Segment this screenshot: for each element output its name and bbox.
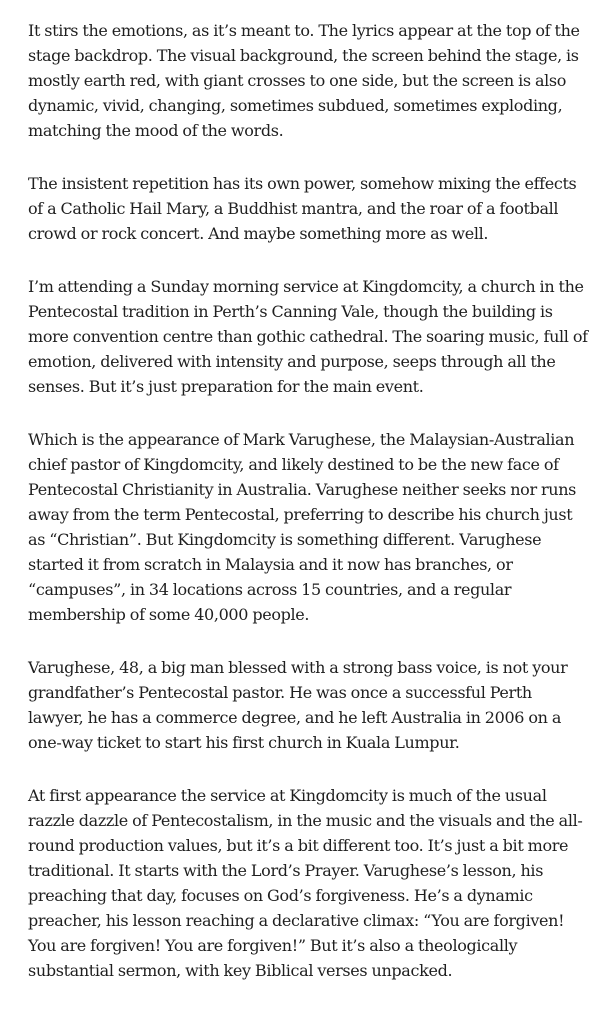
article-paragraph: It stirs the emotions, as it’s meant to. The lyrics appear at the top of the stage backdrop. The visual background, the screen behind the stage, is mostly earth red, with giant crosses to one side, but the screen is also dynamic, vivid, changing, sometimes subdued, sometimes exploding, matching the mood of the words.: [28, 21, 580, 140]
article-paragraph: The insistent repetition has its own power, somehow mixing the effects of a Catholic Hail Mary, a Buddhist mantra, and the roar of a football crowd or rock concert. And maybe something more as well.: [28, 174, 577, 243]
article-paragraph: I’m attending a Sunday morning service at Kingdomcity, a church in the Pentecostal tradition in Perth’s Canning Vale, though the building is more convention centre than gothic cathedral. The soaring music, full of emotion, delivered with intensity and purpose, seeps through all the senses. But it’s just preparation for the main event.: [28, 277, 588, 396]
article-body: [28, 18, 588, 1011]
article-paragraph: At first appearance the service at Kingdomcity is much of the usual razzle dazzle of Pentecostalism, in the music and the visuals and the all-round production values, but it’s a bit different too. It’s just a bit more traditional. It starts with the Lord’s Prayer. Varughese’s lesson, his preaching that day, focuses on God’s forgiveness. He’s a dynamic preacher, his lesson reaching a declarative climax: “You are forgiven! You are forgiven! You are forgiven!” But it’s also a theologically substantial sermon, with key Biblical verses unpacked.: [28, 786, 583, 980]
article-paragraph: Varughese, 48, a big man blessed with a strong bass voice, is not your grandfather’s Pentecostal pastor. He was once a successful Perth lawyer, he has a commerce degree, and he left Australia in 2006 on a one-way ticket to start his first church in Kuala Lumpur.: [28, 658, 568, 752]
article-paragraph: Which is the appearance of Mark Varughese, the Malaysian-Australian chief pastor of Kingdomcity, and likely destined to be the new face of Pentecostal Christianity in Australia. Varughese neither seeks nor runs away from the term Pentecostal, preferring to describe his church just as “Christian”. But Kingdomcity is something different. Varughese started it from scratch in Malaysia and it now has branches, or “campuses”, in 34 locations across 15 countries, and a regular membership of some 40,000 people.: [28, 430, 577, 624]
